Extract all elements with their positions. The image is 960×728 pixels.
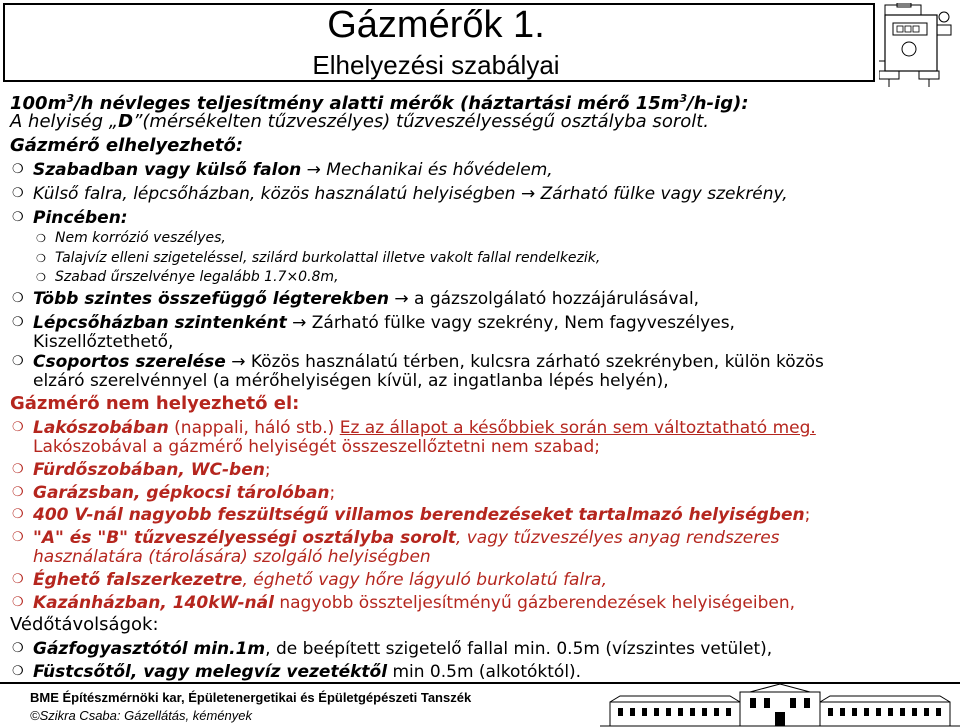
page-subtitle: Elhelyezési szabályai	[312, 50, 560, 80]
gas-meter-logo	[879, 3, 957, 87]
s1-item-2: Külső falra, lépcsőházban, közös használatú helyiségben → Zárható fülke vagy szekrény,	[33, 184, 788, 204]
section3-heading: Védőtávolságok:	[10, 614, 159, 635]
bullet-icon: ❍	[12, 315, 24, 330]
footer-institution: BME Építészmérnöki kar, Épületenergetikai és Épületgépészeti Tanszék	[30, 690, 472, 705]
section2-heading: Gázmérő nem helyezhető el:	[10, 393, 300, 414]
bullet-icon: ❍	[12, 462, 24, 477]
s2-item-6: Éghető falszerkezetre, éghető vagy hőre lágyuló burkolatú falra,	[33, 570, 608, 590]
s1-more-3: Csoportos szerelése → Közös használatú térben, kulcsra zárható szekrényben, külön közös	[33, 352, 824, 372]
s2-item-5-cont: használatára (tárolására) szolgáló helyiségben	[33, 547, 431, 567]
s1-subitem-2: Talajvíz elleni szigeteléssel, szilárd burkolattal illetve vakolt fallal rendelkezik,	[55, 250, 601, 266]
section1-heading: Gázmérő elhelyezhető:	[10, 135, 244, 156]
s3-item-1: Gázfogyasztótól min.1m, de beépített szigetelő fallal min. 0.5m (vízszintes vetület),	[33, 639, 773, 659]
s1-more-2: Lépcsőházban szintenként → Zárható fülke vagy szekrény, Nem fagyveszélyes,	[33, 313, 735, 333]
s1-subitem-1: Nem korrózió veszélyes,	[55, 230, 226, 246]
bullet-icon: ❍	[12, 595, 24, 610]
page-title: Gázmérők 1.	[327, 4, 545, 46]
intro-line-1: $100m^3/h$ névleges teljesítmény alatti mérők (háztartási mérő $15m^3/h-ig$):	[10, 92, 749, 114]
bullet-icon: ❍	[36, 232, 46, 245]
bullet-icon: ❍	[12, 186, 24, 201]
bullet-icon: ❍	[36, 271, 46, 284]
s1-more-1: Több szintes összefüggő légterekben → a gázszolgálató hozzájárulásával,	[33, 289, 700, 309]
s2-item-2: Fürdőszobában, WC-ben;	[33, 460, 271, 480]
bullet-icon: ❍	[12, 641, 24, 656]
s1-item-1: Szabadban vagy külső falon → Mechanikai és hővédelem,	[33, 160, 553, 180]
s2-item-3: Garázsban, gépkocsi tárolóban;	[33, 483, 336, 503]
s2-item-1-cont: Lakószobával a gázmérő helyiségét összeszellőztetni nem szabad;	[33, 437, 600, 457]
s2-item-1: Lakószobában (nappali, háló stb.) Ez az állapot a későbbiek során sem változtatható meg.	[33, 418, 816, 438]
bullet-icon: ❍	[12, 485, 24, 500]
university-building-illustration	[600, 684, 960, 728]
s1-subitem-3: Szabad űrszelvénye legalább 1.7×0.8m,	[55, 269, 339, 285]
bullet-icon: ❍	[12, 664, 24, 679]
s1-more-3-cont: elzáró szerelvénnyel (a mérőhelyiségen kívül, az ingatlanba lépés helyén),	[33, 371, 669, 391]
bullet-icon: ❍	[12, 420, 24, 435]
footer-copyright: ©Szikra Csaba: Gázellátás, kémények	[30, 708, 253, 723]
s1-more-2-cont: Kiszellőztethető,	[33, 332, 174, 352]
s1-item-3: Pincében:	[33, 208, 128, 228]
bullet-icon: ❍	[12, 507, 24, 522]
s2-item-4: 400 V-nál nagyobb feszültségű villamos berendezéseket tartalmazó helyiségben;	[33, 505, 811, 525]
s2-item-5: "A" és "B" tűzveszélyességi osztályba sorolt, vagy tűzveszélyes anyag rendszeres	[33, 528, 780, 548]
bullet-icon: ❍	[12, 291, 24, 306]
bullet-icon: ❍	[12, 530, 24, 545]
bullet-icon: ❍	[36, 252, 46, 265]
bullet-icon: ❍	[12, 210, 24, 225]
s3-item-2: Füstcsőtől, vagy melegvíz vezetéktől min 0.5m (alkotóktól).	[33, 662, 582, 682]
bullet-icon: ❍	[12, 572, 24, 587]
intro-line-2: A helyiség „D”(mérsékelten tűzveszélyes) tűzveszélyességű osztályba sorolt.	[10, 111, 710, 132]
s2-item-7: Kazánházban, 140kW-nál nagyobb összteljesítményű gázberendezések helyiségeiben,	[33, 593, 796, 613]
bullet-icon: ❍	[12, 162, 24, 177]
bullet-icon: ❍	[12, 354, 24, 369]
